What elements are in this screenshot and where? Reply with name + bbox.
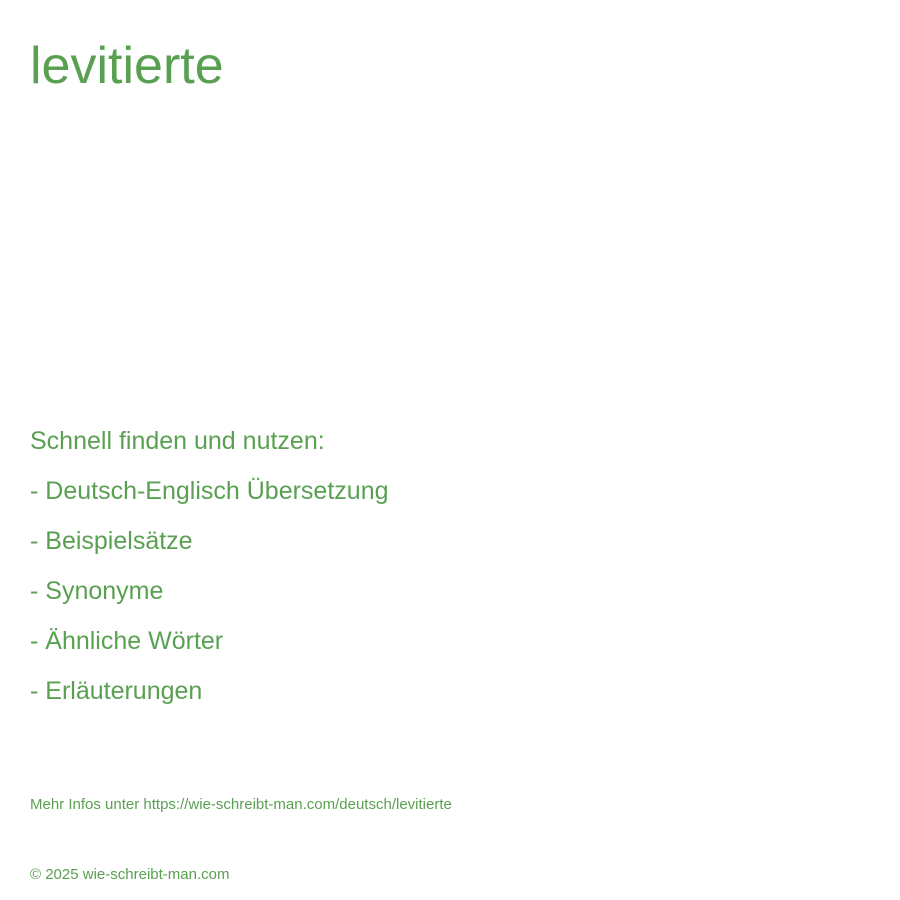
features-list <box>30 476 389 706</box>
more-info-text: Mehr Infos unter https://wie-schreibt-man.com/deutsch/levitierte <box>30 796 452 813</box>
page-title: levitierte <box>30 37 224 95</box>
feature-item: - Ähnliche Wörter <box>30 627 224 655</box>
feature-item: - Synonyme <box>30 577 164 605</box>
features-heading: Schnell finden und nutzen: <box>30 427 325 455</box>
feature-item: - Deutsch-Englisch Übersetzung <box>30 477 389 505</box>
features-section <box>30 426 389 726</box>
feature-item: - Beispielsätze <box>30 527 193 555</box>
feature-item: - Erläuterungen <box>30 677 203 705</box>
copyright-text: © 2025 wie-schreibt-man.com <box>30 866 230 883</box>
